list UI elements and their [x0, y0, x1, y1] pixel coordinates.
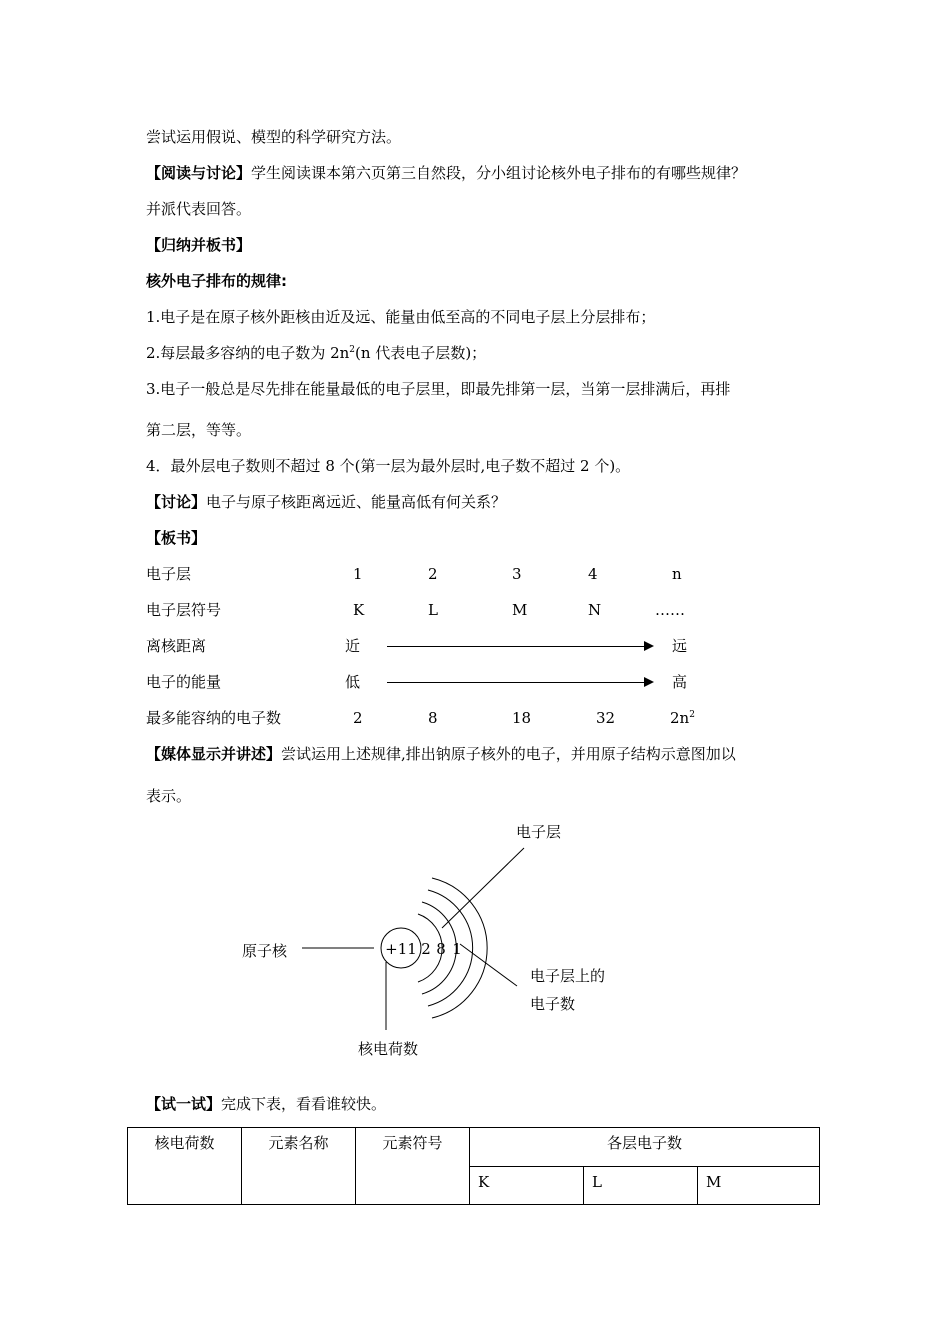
- read-discuss-paragraph: [146, 163, 746, 183]
- row-capacity-value: 18: [512, 709, 532, 727]
- row-symbol-value: ……: [655, 601, 685, 619]
- rule-2-exponent: 2: [349, 345, 356, 355]
- rule-2-suffix: (n 代表电子层数)；: [355, 344, 487, 362]
- row-symbol-value: K: [353, 601, 365, 619]
- rule-2: [146, 343, 486, 363]
- row-symbol-value: N: [588, 601, 602, 619]
- header-element-name-text: 元素名称: [268, 1134, 329, 1152]
- atom-structure-diagram: [0, 810, 950, 1070]
- subheader-k-text: K: [478, 1172, 490, 1191]
- summary-tag: 【归纳并板书】: [146, 236, 252, 254]
- read-discuss-continuation: 并派代表回答。: [146, 200, 252, 218]
- discussion-paragraph: [146, 492, 506, 512]
- subheader-l-text: L: [592, 1172, 602, 1191]
- rule-2-prefix: 2.每层最多容纳的电子数为 2n: [146, 344, 350, 362]
- media-continuation: 表示。: [146, 787, 192, 805]
- rule-1: 1.电子是在原子核外距核由近及远、能量由低至高的不同电子层上分层排布；: [146, 308, 656, 326]
- label-charge: 核电荷数: [358, 1040, 419, 1058]
- header-shell-electrons: [470, 1128, 820, 1167]
- distance-arrow-head: [644, 641, 654, 651]
- row-energy-end: 高: [672, 673, 688, 691]
- pointer-electrons: [460, 944, 517, 986]
- row-layer-value: 4: [588, 565, 598, 583]
- rule-4: 4．最外层电子数则不超过 8 个(第一层为最外层时,电子数不超过 2 个)。: [146, 457, 631, 475]
- subheader-m: [698, 1166, 820, 1205]
- header-element-name: [242, 1128, 356, 1205]
- media-paragraph: [146, 744, 736, 764]
- media-text: 尝试运用上述规律,排出钠原子核外的电子，并用原子结构示意图加以: [281, 745, 736, 763]
- try-it-tag: 【试一试】: [146, 1095, 222, 1113]
- row-symbol-value: L: [428, 601, 438, 619]
- row-capacity-label: 最多能容纳的电子数: [146, 709, 282, 727]
- row-capacity-last: [670, 708, 695, 728]
- rule-3: 3.电子一般总是尽先排在能量最低的电子层里，即最先排第一层，当第一层排满后，再排: [146, 380, 731, 398]
- row-distance-start: 近: [345, 637, 361, 655]
- row-symbol-value: M: [512, 601, 528, 619]
- label-electron-layer: 电子层: [516, 823, 562, 841]
- row-capacity-value: 32: [596, 709, 616, 727]
- try-it-paragraph: [146, 1094, 386, 1114]
- row-layer-value: 3: [512, 565, 522, 583]
- media-tag: 【媒体显示并讲述】: [146, 745, 282, 763]
- discussion-tag: 【讨论】: [146, 493, 207, 511]
- nucleus-charge: +11: [385, 940, 417, 958]
- row-capacity-last-base: 2n: [670, 709, 690, 727]
- subheader-k: [470, 1166, 584, 1205]
- row-energy-label: 电子的能量: [146, 673, 222, 691]
- label-nucleus: 原子核: [242, 942, 288, 960]
- discussion-text: 电子与原子核距离远近、能量高低有何关系？: [206, 493, 507, 511]
- row-layer-value: n: [672, 565, 682, 583]
- energy-arrow-line: [387, 682, 645, 683]
- row-symbol-label: 电子层符号: [146, 601, 222, 619]
- row-capacity-value: 2: [353, 709, 363, 727]
- shell-number-k: 2: [421, 940, 431, 958]
- subheader-m-text: M: [706, 1172, 722, 1191]
- read-discuss-tag: 【阅读与讨论】: [146, 164, 252, 182]
- row-layer-value: 2: [428, 565, 438, 583]
- shell-number-m: 1: [452, 940, 462, 958]
- intro-line: 尝试运用假说、模型的科学研究方法。: [146, 128, 402, 146]
- header-nuclear-charge-text: 核电荷数: [154, 1134, 215, 1152]
- board-tag: 【板书】: [146, 529, 207, 547]
- rules-title: 核外电子排布的规律:: [146, 272, 287, 290]
- subheader-l: [584, 1166, 698, 1205]
- label-electrons-line2: 电子数: [530, 995, 576, 1013]
- header-shell-electrons-text: 各层电子数: [606, 1134, 682, 1152]
- row-energy-start: 低: [345, 673, 361, 691]
- read-discuss-text: 学生阅读课本第六页第三自然段，分小组讨论核外电子排布的有哪些规律？: [251, 164, 747, 182]
- shell-number-l: 8: [436, 940, 446, 958]
- row-layer-value: 1: [353, 565, 363, 583]
- row-capacity-last-exponent: 2: [689, 710, 695, 720]
- rule-3-continuation: 第二层，等等。: [146, 421, 252, 439]
- row-distance-label: 离核距离: [146, 637, 207, 655]
- row-layer-label: 电子层: [146, 565, 192, 583]
- row-capacity-value: 8: [428, 709, 438, 727]
- header-element-symbol: [356, 1128, 470, 1205]
- row-distance-end: 远: [672, 637, 688, 655]
- distance-arrow-line: [387, 646, 645, 647]
- label-electrons-line1: 电子层上的: [530, 967, 606, 985]
- answer-table: [127, 1127, 820, 1205]
- header-element-symbol-text: 元素符号: [382, 1134, 443, 1152]
- header-nuclear-charge: [128, 1128, 242, 1205]
- energy-arrow-head: [644, 677, 654, 687]
- try-it-text: 完成下表，看看谁较快。: [221, 1095, 387, 1113]
